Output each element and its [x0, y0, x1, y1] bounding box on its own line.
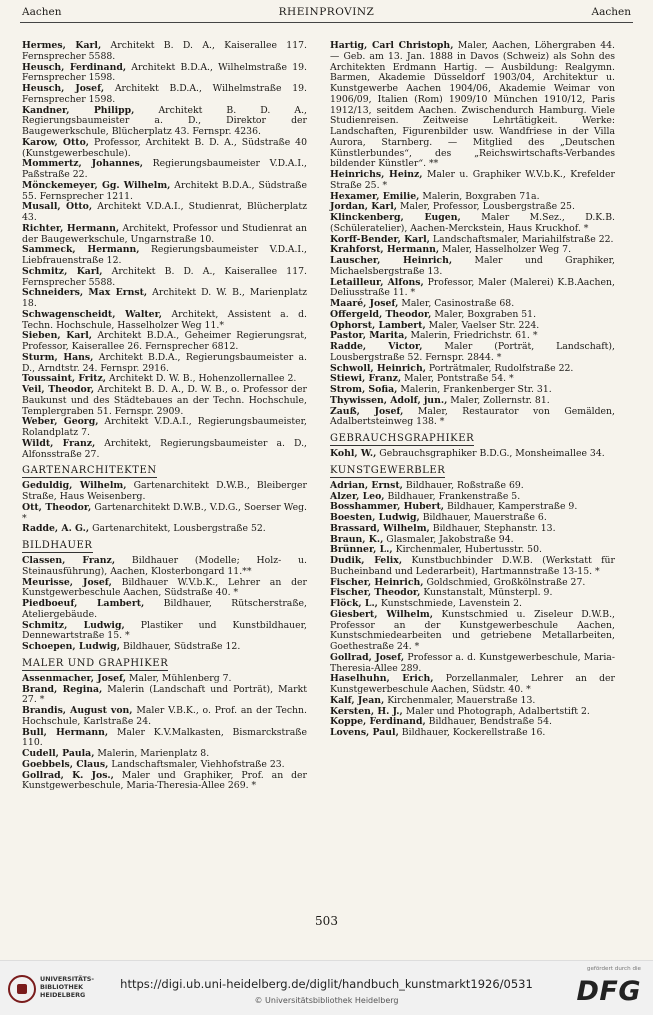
directory-entry	[22, 385, 307, 417]
directory-entry	[22, 503, 307, 525]
entry-details: Architekt, Professor und Studienrat an der Baugewerkschule, Ungarnstraße 10.	[22, 222, 307, 245]
directory-entry	[330, 213, 615, 235]
entry-details: Bildhauer, Frankenstraße 5.	[387, 490, 521, 502]
entry-details: Gebrauchsgraphiker B.D.G., Monsheimallee 34.	[379, 448, 605, 459]
entry-name: Fischer, Heinrich,	[330, 576, 424, 588]
directory-entry	[330, 728, 615, 739]
entry-details: Bildhauer, Südstraße 12.	[122, 641, 241, 652]
entry-details: Bildhauer, Mauerstraße 6.	[422, 512, 547, 523]
entry-details: Architekt B. D. A., D. W. B., o. Professor der Baukunst und des Städtebaues an der Techn. Hochschule, Templergraben 51. Fernspr. 2909.	[22, 384, 307, 417]
entry-name: Braun, K.,	[330, 533, 384, 545]
entry-details: Kunstanstalt, Münsterpl. 9.	[423, 587, 553, 599]
entry-details: Malerin, Marienplatz 8.	[97, 748, 210, 759]
entry-details: Architekt, Assistent a. d. Techn. Hochschule, Hasselholzer Weg 11.*	[22, 308, 307, 331]
entry-details: Maler, Aachen, Löhergraben 44. — Geb. am 13. Jan. 1888 in Davos (Schweiz) als Sohn des Architekten Erdmann Hartig. — Ausbildung: Realgymn. Barmen, Akademie Düsseldorf 1903/04, Architektur u. Kunstgewerbe Aachen 1904/06, Akademie Weimar von 1906/09, Italien (Rom) 1909/10 München 1910/12, Paris 1912/13, seitdem Aachen. Zwischendurch Hamburg. Viele Studienreisen. Zeitweise Lehrtätigkeit. Werke: Landschaften, Figurenbilder usw. Wandfriese in der Villa Aurora, Starnberg. — Mitglied des „Deutschen Künstlerbundes“, des „Reichswirtschafts-Verbandes bildender Künstler“. **	[330, 40, 615, 170]
entry-name: Radde, A. G.,	[22, 523, 90, 535]
directory-entry	[330, 610, 615, 653]
entry-name: Weber, Georg,	[22, 416, 99, 428]
entry-name: Gollrad, Josef,	[330, 651, 405, 663]
entry-details: Bildhauer, Bendstraße 54.	[428, 716, 552, 728]
entry-details: Maler V.B.K., o. Prof. an der Techn. Hochschule, Karlstraße 24.	[22, 705, 307, 727]
entry-name: Lovens, Paul,	[330, 727, 399, 738]
entry-name: Gollrad, K. Jos.,	[22, 769, 114, 781]
entry-name: Letailleur, Alfons,	[330, 276, 424, 288]
directory-entry	[22, 138, 307, 160]
entry-name: Haselhuhn, Erich,	[330, 673, 434, 685]
entry-name: Veil, Theodor,	[22, 384, 95, 395]
entry-name: Cudell, Paula,	[22, 748, 95, 759]
entry-details: Maler K.V.Malkasten, Bismarckstraße 110.	[22, 726, 307, 749]
entry-details: Maler und Graphiker, Prof. an der Kunstgewerbeschule, Maria-Theresia-Allee 269. *	[22, 769, 307, 792]
entry-name: Brand, Regina,	[22, 683, 103, 695]
section-heading: KUNSTGEWERBLER	[330, 464, 446, 476]
entry-details: Architekt D. W. B., Hohenzollernallee 2.	[109, 373, 297, 385]
entry-details: Maler, Zollernstr. 81.	[450, 394, 550, 406]
entry-details: Malerin, Friedrichstr. 61. *	[410, 330, 538, 342]
directory-entry	[330, 256, 615, 278]
entry-name: Boesten, Ludwig,	[330, 512, 420, 523]
directory-entry	[22, 310, 307, 332]
entry-details: Maler (Porträt, Landschaft), Lousbergstraße 52. Fernspr. 2844. *	[330, 341, 615, 363]
entry-name: Ophorst, Lambert,	[330, 319, 426, 331]
entry-details: Glasmaler, Jakobstraße 94.	[386, 533, 514, 545]
entry-details: Malerin, Boxgraben 71a.	[422, 190, 540, 202]
entry-details: Maler, Pontstraße 54. *	[404, 373, 514, 385]
entry-details: Architekt, Regierungsbaumeister a. D., Alfonsstraße 27.	[22, 437, 307, 460]
directory-entry	[22, 224, 307, 246]
entry-name: Zauß, Josef,	[330, 405, 404, 417]
entry-details: Maler, Mühlenberg 7.	[129, 672, 232, 684]
entry-details: Regierungsbaumeister V.D.A.I., Paßstraße 22.	[22, 158, 307, 180]
entry-details: Maler, Casinostraße 68.	[401, 298, 515, 309]
entry-name: Radde, Victor,	[330, 341, 423, 352]
entry-details: Architekt V.D.A.I., Regierungsbaumeister, Rolandplatz 7.	[22, 416, 307, 438]
entry-details: Architekt B.D.A., Wilhelmstraße 19. Fernsprecher 1598.	[22, 83, 307, 105]
entry-details: Maler, Hasselholzer Weg 7.	[442, 244, 572, 256]
directory-entry	[22, 41, 307, 63]
directory-entry	[22, 578, 307, 600]
entry-details: Bildhauer W.V.b.K., Lehrer an der Kunstgewerbeschule Aachen, Südstraße 40. *	[22, 576, 307, 599]
running-header	[22, 6, 631, 20]
header-rule	[20, 22, 633, 23]
entry-name: Heusch, Josef,	[22, 83, 105, 94]
entry-details: Malerin, Frankenberger Str. 31.	[400, 384, 552, 395]
directory-entry	[22, 202, 307, 224]
header-right: Aachen	[591, 6, 631, 18]
header-left: Aachen	[22, 6, 62, 18]
directory-entry	[22, 417, 307, 439]
entry-details: Kunstschmied u. Ziseleur D.W.B., Professor an der Kunstgewerbeschule Aachen, Kunstschmiedearbeiten und getriebene Metallarbeiten, Goethestraße 24. *	[330, 608, 615, 652]
entry-name: Mommertz, Johannes,	[22, 158, 144, 170]
entry-details: Maler, Professor, Lousbergstraße 25.	[400, 201, 575, 213]
entry-details: Maler M.Sez., D.K.B. (Schüleratelier), Aachen-Merckstein, Haus Kruckhof. *	[330, 212, 615, 234]
entry-details: Landschaftsmaler, Mariahilfstraße 22.	[432, 233, 614, 245]
entry-details: Professor a. d. Kunstgewerbeschule, Maria-Theresia-Allee 289.	[330, 651, 615, 674]
entry-name: Brassard, Wilhelm,	[330, 522, 430, 534]
entry-name: Bull, Hermann,	[22, 726, 109, 738]
entry-name: Hexamer, Emilie,	[330, 190, 420, 202]
directory-entry	[330, 653, 615, 675]
entry-name: Hartig, Carl Christoph,	[330, 40, 454, 51]
directory-entry	[22, 685, 307, 707]
directory-entry	[22, 556, 307, 578]
directory-entry	[330, 407, 615, 429]
directory-entry	[22, 728, 307, 750]
directory-entry	[330, 278, 615, 300]
entry-name: Strom, Sofia,	[330, 384, 398, 395]
directory-entry	[22, 288, 307, 310]
entry-details: Maler und Graphiker, Michaelsbergstraße 13.	[330, 255, 615, 277]
entry-details: Maler und Photograph, Adalbertstift 2.	[405, 705, 590, 717]
entry-name: Sturm, Hans,	[22, 351, 94, 363]
entry-details: Kirchenmaler, Mauerstraße 13.	[387, 694, 536, 706]
entry-details: Architekt B. D. A., Regierungsbaumeister a. D., Direktor der Baugewerkschule, Blücherplatz 43. Fernspr. 4236.	[22, 104, 307, 137]
directory-entry	[22, 245, 307, 267]
entry-name: Ott, Theodor,	[22, 501, 92, 513]
directory-entry	[22, 706, 307, 728]
directory-entry	[22, 481, 307, 503]
dfg-logo: DFG	[576, 976, 641, 1007]
directory-entry	[330, 449, 615, 460]
entry-details: Gartenarchitekt, Lousbergstraße 52.	[92, 523, 266, 535]
directory-entry	[22, 267, 307, 289]
entry-name: Heusch, Ferdinand,	[22, 61, 127, 73]
entry-details: Bildhauer (Modelle; Holz- u. Steinausführung), Aachen, Klosterbongard 11.**	[22, 555, 307, 577]
entry-name: Schoepen, Ludwig,	[22, 641, 120, 652]
viewer-footer	[0, 960, 653, 1015]
directory-entry	[22, 181, 307, 203]
left-column	[22, 41, 307, 792]
entry-details: Architekt D. W. B., Marienplatz 18.	[22, 287, 307, 309]
entry-name: Piedboeuf, Lambert,	[22, 598, 145, 609]
entry-name: Fischer, Theodor,	[330, 587, 421, 599]
right-column	[330, 41, 615, 739]
copyright-notice: © Universitätsbibliothek Heidelberg	[254, 996, 399, 1005]
entry-name: Kandner, Philipp,	[22, 104, 135, 116]
directory-entry	[330, 41, 615, 170]
entry-details: Architekt B.D.A., Südstraße 55. Fernsprecher 1211.	[22, 179, 307, 202]
entry-details: Maler, Restaurator von Gemälden, Adalbertsteinweg 138. *	[330, 405, 615, 428]
header-center: RHEINPROVINZ	[278, 6, 375, 18]
entry-name: Koppe, Ferdinand,	[330, 716, 426, 728]
entry-details: Professor, Maler (Malerei) K.B.Aachen, Deliusstraße 11. *	[330, 276, 615, 299]
page-number: 503	[315, 914, 338, 928]
entry-name: Wildt, Franz,	[22, 437, 96, 449]
directory-entry	[22, 771, 307, 793]
permalink-url[interactable]: https://digi.ub.uni-heidelberg.de/diglit/handbuch_kunstmarkt1926/0531	[120, 977, 533, 991]
entry-name: Giesbert, Wilhelm,	[330, 608, 433, 620]
entry-name: Karow, Otto,	[22, 136, 90, 148]
section-heading: GARTENARCHITEKTEN	[22, 465, 157, 477]
entry-details: Architekt B. D. A., Kaiserallee 117. Fernsprecher 5588.	[22, 40, 307, 62]
entry-name: Lauscher, Heinrich,	[330, 255, 453, 266]
entry-name: Adrian, Ernst,	[330, 479, 403, 491]
entry-name: Bosshammer, Hubert,	[330, 501, 444, 513]
entry-name: Hermes, Karl,	[22, 40, 102, 51]
directory-entry	[330, 674, 615, 696]
entry-details: Regierungsbaumeister V.D.A.I., Liebfrauenstraße 12.	[22, 244, 307, 266]
entry-name: Brünner, L.,	[330, 544, 393, 556]
entry-name: Sieben, Karl,	[22, 330, 93, 342]
entry-name: Sammeck, Hermann,	[22, 244, 140, 256]
entry-details: Kunstbuchbinder D.W.B. (Werkstatt für Bucheinband und Lederarbeit), Hartmannstraße 13-15. *	[330, 555, 615, 577]
entry-name: Kersten, H. J.,	[330, 705, 403, 717]
entry-name: Kohl, W.,	[330, 448, 377, 459]
entry-name: Richter, Hermann,	[22, 222, 120, 234]
directory-entry	[22, 621, 307, 643]
entry-details: Bildhauer, Kamperstraße 9.	[446, 501, 578, 513]
entry-details: Maler, Vaelser Str. 224.	[428, 319, 540, 331]
entry-details: Porträtmaler, Rudolfstraße 22.	[428, 362, 574, 374]
entry-details: Gartenarchitekt D.W.B., V.D.G., Soerser Weg. *	[22, 501, 307, 524]
entry-name: Offergeld, Theodor,	[330, 308, 432, 320]
entry-name: Schwagenscheidt, Walter,	[22, 308, 163, 320]
entry-details: Kunstschmiede, Lavenstein 2.	[380, 598, 522, 609]
entry-details: Plastiker und Kunstbildhauer, Dennewartstraße 15. *	[22, 619, 307, 642]
entry-details: Architekt B.D.A., Regierungsbaumeister a. D., Arndtstr. 24. Fernspr. 2916.	[22, 351, 307, 374]
entry-name: Pastor, Marita,	[330, 330, 408, 342]
entry-name: Mönckemeyer, Gg. Wilhelm,	[22, 179, 171, 191]
entry-details: Bildhauer, Stephanstr. 13.	[432, 522, 556, 534]
section-heading: GEBRAUCHSGRAPHIKER	[330, 433, 475, 444]
sponsor-caption: gefördert durch die	[586, 966, 641, 972]
directory-entry	[22, 331, 307, 353]
entry-details: Bildhauer, Roßstraße 69.	[405, 479, 524, 491]
directory-entry	[330, 170, 615, 192]
entry-details: Professor, Architekt B. D. A., Südstraße 40 (Kunstgewerbeschule).	[22, 136, 307, 159]
entry-details: Goldschmied, Großkölnstraße 27.	[426, 576, 586, 588]
entry-name: Klinckenberg, Eugen,	[330, 212, 461, 223]
entry-name: Jordan, Karl,	[330, 201, 398, 213]
entry-details: Malerin (Landschaft und Porträt), Markt 27. *	[22, 683, 307, 706]
directory-entry	[22, 439, 307, 461]
entry-name: Toussaint, Fritz,	[22, 373, 107, 385]
entry-details: Gartenarchitekt D.W.B., Bleiberger Straße, Haus Weisenberg.	[22, 480, 307, 502]
directory-entry	[22, 353, 307, 375]
entry-name: Schwoll, Heinrich,	[330, 362, 426, 374]
entry-details: Bildhauer, Kockerellstraße 16.	[401, 727, 546, 738]
entry-name: Dudik, Felix,	[330, 555, 403, 566]
entry-details: Kirchenmaler, Hubertusstr. 50.	[395, 544, 542, 556]
entry-name: Goebbels, Claus,	[22, 758, 109, 770]
entry-name: Maaré, Josef,	[330, 298, 399, 309]
entry-name: Schmitz, Karl,	[22, 265, 103, 277]
directory-entry	[330, 342, 615, 364]
section-heading: MALER UND GRAPHIKER	[22, 657, 169, 669]
entry-name: Schneiders, Max Ernst,	[22, 287, 148, 299]
entry-name: Musall, Otto,	[22, 201, 93, 213]
entry-name: Geduldig, Wilhelm,	[22, 480, 127, 492]
entry-details: Landschaftsmaler, Viehhofstraße 23.	[111, 758, 285, 770]
entry-name: Schmitz, Ludwig,	[22, 619, 125, 631]
entry-details: Maler u. Graphiker W.V.b.K., Krefelder Straße 25. *	[330, 169, 615, 191]
directory-entry	[22, 599, 307, 621]
entry-name: Krahforst, Hermann,	[330, 244, 440, 256]
entry-details: Architekt B.D.A., Geheimer Regierungsrat, Professor, Kaiserallee 26. Fernsprecher 6812.	[22, 330, 307, 352]
entry-details: Architekt V.D.A.I., Studienrat, Blücherplatz 43.	[22, 201, 307, 223]
directory-entry	[22, 106, 307, 138]
entry-details: Porzellanmaler, Lehrer an der Kunstgewerbeschule Aachen, Südstr. 40. *	[330, 673, 616, 695]
entry-name: Brandis, August von,	[22, 705, 133, 716]
entry-details: Bildhauer, Rütscherstraße, Ateliergebäude.	[22, 598, 307, 620]
entry-name: Stiewi, Franz,	[330, 373, 402, 385]
directory-entry	[22, 159, 307, 181]
entry-details: Maler, Boxgraben 51.	[434, 308, 537, 320]
entry-name: Alzer, Leo,	[330, 490, 385, 502]
library-name: UNIVERSITÄTS- BIBLIOTHEK HEIDELBERG	[40, 975, 95, 999]
entry-name: Flöck, L.,	[330, 598, 378, 609]
directory-entry	[330, 556, 615, 578]
entry-name: Meurisse, Josef,	[22, 576, 112, 588]
directory-entry	[22, 642, 307, 653]
section-heading: BILDHAUER	[22, 540, 93, 551]
entry-name: Thywissen, Adolf, jun.,	[330, 394, 448, 406]
directory-entry	[22, 524, 307, 535]
entry-name: Assenmacher, Josef,	[22, 672, 127, 684]
entry-name: Classen, Franz,	[22, 555, 116, 566]
directory-entry	[22, 63, 307, 85]
entry-name: Heinrichs, Heinz,	[330, 169, 423, 180]
entry-name: Kalf, Jean,	[330, 694, 385, 706]
entry-name: Korff-Bender, Karl,	[330, 233, 430, 245]
entry-details: Architekt B.D.A., Wilhelmstraße 19. Fernsprecher 1598.	[22, 61, 307, 84]
entry-details: Architekt B. D. A., Kaiserallee 117. Fernsprecher 5588.	[22, 265, 307, 288]
directory-entry	[22, 84, 307, 106]
